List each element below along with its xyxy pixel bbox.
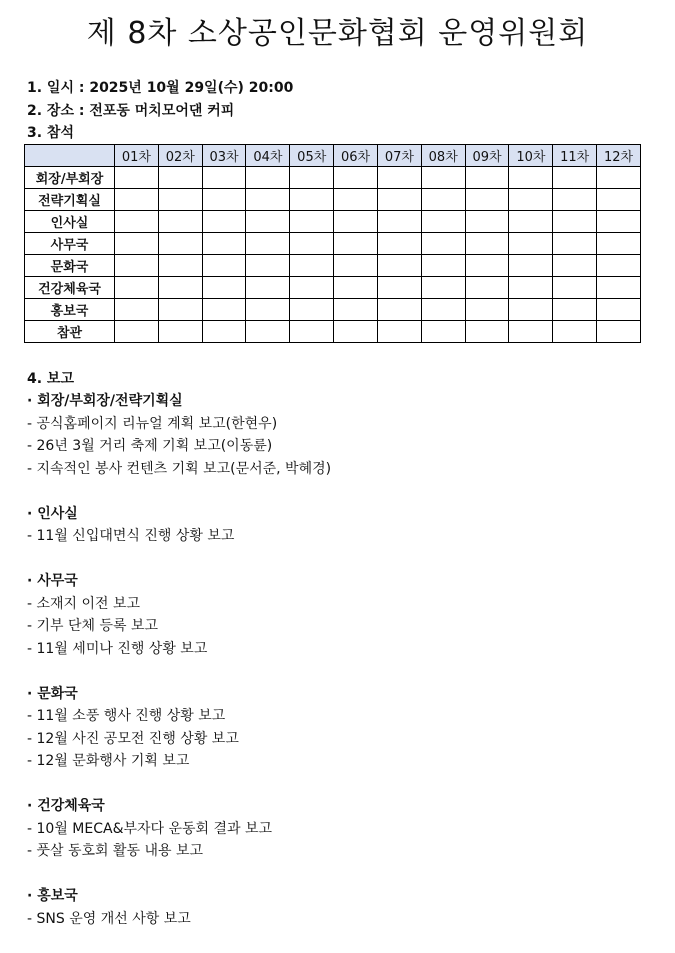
attendance-cell xyxy=(158,277,202,299)
attendance-corner-cell xyxy=(25,145,115,167)
attendance-column-header: 02차 xyxy=(158,145,202,167)
attendance-cell xyxy=(421,255,465,277)
attendance-cell xyxy=(158,299,202,321)
attendance-cell xyxy=(465,321,509,343)
attendance-cell xyxy=(421,233,465,255)
report-item: - 11월 소풍 행사 진행 상황 보고 xyxy=(27,708,226,724)
attendance-cell xyxy=(377,255,421,277)
attendance-cell xyxy=(553,167,597,189)
attendance-cell xyxy=(202,299,246,321)
attendance-cell xyxy=(246,299,290,321)
attendance-cell xyxy=(597,299,641,321)
attendance-cell xyxy=(334,167,378,189)
attendance-cell xyxy=(290,299,334,321)
attendance-cell xyxy=(597,167,641,189)
attendance-cell xyxy=(115,255,159,277)
attendance-cell xyxy=(334,233,378,255)
attendance-cell xyxy=(290,167,334,189)
attendance-cell xyxy=(597,277,641,299)
report-group xyxy=(27,503,647,548)
report-group xyxy=(27,570,647,660)
attendance-cell xyxy=(509,299,553,321)
attendance-cell xyxy=(509,277,553,299)
report-group xyxy=(27,390,647,480)
attendance-header-row xyxy=(25,145,641,167)
attendance-cell xyxy=(334,321,378,343)
attendance-cell xyxy=(115,167,159,189)
attendance-cell xyxy=(377,299,421,321)
attendance-cell xyxy=(246,233,290,255)
attendance-cell xyxy=(115,321,159,343)
page-title: 제 8차 소상공인문화협회 운영위원회 xyxy=(86,16,589,51)
attendance-cell xyxy=(202,277,246,299)
attendance-row-label: 참관 xyxy=(25,321,115,343)
attendance-table xyxy=(24,144,641,343)
report-item: - SNS 운영 개선 사항 보고 xyxy=(27,910,191,927)
attendance-cell xyxy=(509,233,553,255)
attendance-cell xyxy=(290,189,334,211)
report-item: - 11월 세미나 진행 상황 보고 xyxy=(27,640,208,657)
attendance-cell xyxy=(377,189,421,211)
attendance-row xyxy=(25,211,641,233)
attendance-cell xyxy=(158,189,202,211)
attendance-cell xyxy=(421,321,465,343)
attendance-cell xyxy=(158,321,202,343)
attendance-column-header: 04차 xyxy=(246,145,290,167)
report-list xyxy=(27,390,647,953)
attendance-row-label: 사무국 xyxy=(25,233,115,255)
attendance-cell xyxy=(597,233,641,255)
report-group xyxy=(27,683,647,773)
attendance-cell xyxy=(509,255,553,277)
attendance-row xyxy=(25,321,641,343)
attendance-cell xyxy=(246,211,290,233)
attendance-cell xyxy=(421,189,465,211)
attendance-cell xyxy=(597,255,641,277)
attendance-cell xyxy=(202,189,246,211)
attendance-cell xyxy=(421,167,465,189)
report-item: - 26년 3월 거리 축제 기획 보고(이동륜) xyxy=(27,438,273,454)
attendance-row-label: 건강체육국 xyxy=(25,277,115,299)
attendance-row xyxy=(25,189,641,211)
attendance-cell xyxy=(421,211,465,233)
meeting-date: 1. 일시 : 2025년 10월 29일(수) 20:00 xyxy=(27,80,294,96)
attendance-row xyxy=(25,255,641,277)
report-item: - 기부 단체 등록 보고 xyxy=(27,618,159,634)
attendance-cell xyxy=(334,255,378,277)
attendance-cell xyxy=(421,299,465,321)
attendance-cell xyxy=(246,167,290,189)
attendance-cell xyxy=(377,233,421,255)
report-group-title: · 인사실 xyxy=(27,505,78,522)
attendance-cell xyxy=(465,255,509,277)
attendance-row xyxy=(25,277,641,299)
attendance-cell xyxy=(509,189,553,211)
attendance-cell xyxy=(553,321,597,343)
attendance-column-header: 09차 xyxy=(465,145,509,167)
attendance-cell xyxy=(553,277,597,299)
attendance-cell xyxy=(553,211,597,233)
report-group-title: · 회장/부회장/전략기획실 xyxy=(27,393,183,409)
attendance-cell xyxy=(115,211,159,233)
report-item: - 지속적인 봉사 컨텐츠 기획 보고(문서준, 박혜경) xyxy=(27,460,332,477)
report-item: - 10월 MECA&부자다 운동회 결과 보고 xyxy=(27,820,273,837)
report-group-title: · 사무국 xyxy=(27,573,78,589)
attendance-cell xyxy=(158,255,202,277)
attendance-cell xyxy=(158,211,202,233)
attendance-row-label: 전략기획실 xyxy=(25,189,115,211)
attendance-cell xyxy=(290,211,334,233)
attendance-cell xyxy=(597,211,641,233)
attendance-column-header: 10차 xyxy=(509,145,553,167)
attendance-cell xyxy=(158,167,202,189)
attendance-cell xyxy=(202,167,246,189)
attendance-cell xyxy=(290,233,334,255)
attendance-cell xyxy=(334,211,378,233)
meeting-place: 2. 장소 : 전포동 머치모어댄 커피 xyxy=(27,103,235,119)
attendance-cell xyxy=(246,189,290,211)
attendance-cell xyxy=(597,321,641,343)
attendance-row xyxy=(25,233,641,255)
attendance-cell xyxy=(509,321,553,343)
attendance-cell xyxy=(465,167,509,189)
report-group-title: · 홍보국 xyxy=(27,888,78,904)
report-item: - 소재지 이전 보고 xyxy=(27,595,141,612)
attendance-column-header: 11차 xyxy=(553,145,597,167)
attendance-cell xyxy=(290,277,334,299)
attendance-cell xyxy=(465,299,509,321)
attendance-row xyxy=(25,167,641,189)
attendance-cell xyxy=(334,277,378,299)
attendance-cell xyxy=(202,211,246,233)
attendance-cell xyxy=(509,211,553,233)
attendance-cell xyxy=(553,189,597,211)
attendance-column-header: 08차 xyxy=(421,145,465,167)
report-section-title: 4. 보고 xyxy=(27,371,74,387)
attendance-column-header: 01차 xyxy=(115,145,159,167)
attendance-cell xyxy=(115,189,159,211)
attendance-cell xyxy=(377,167,421,189)
attendance-row-label: 홍보국 xyxy=(25,299,115,321)
report-item: - 12월 문화행사 기획 보고 xyxy=(27,753,190,769)
attendance-cell xyxy=(202,233,246,255)
attendance-cell xyxy=(290,255,334,277)
attendance-row xyxy=(25,299,641,321)
attendance-cell xyxy=(553,299,597,321)
attendance-cell xyxy=(246,277,290,299)
attendance-cell xyxy=(202,255,246,277)
report-item: - 12월 사진 공모전 진행 상황 보고 xyxy=(27,730,239,747)
report-group-title: · 문화국 xyxy=(27,685,78,702)
attendance-cell xyxy=(465,233,509,255)
attendance-row-label: 문화국 xyxy=(25,255,115,277)
attendance-cell xyxy=(246,255,290,277)
attendance-column-header: 07차 xyxy=(377,145,421,167)
attendance-cell xyxy=(465,277,509,299)
report-group xyxy=(27,795,647,863)
attendance-cell xyxy=(115,233,159,255)
attendance-cell xyxy=(465,189,509,211)
attendance-cell xyxy=(115,277,159,299)
report-item: - 풋살 동호회 활동 내용 보고 xyxy=(27,843,204,859)
attendance-cell xyxy=(465,211,509,233)
attendance-row-label: 회장/부회장 xyxy=(25,167,115,189)
attendance-row-label: 인사실 xyxy=(25,211,115,233)
attendance-column-header: 12차 xyxy=(597,145,641,167)
report-item: - 공식홈페이지 리뉴얼 계획 보고(한현우) xyxy=(27,415,278,432)
attendance-cell xyxy=(421,277,465,299)
attendance-cell xyxy=(377,321,421,343)
attendance-cell xyxy=(246,321,290,343)
attendance-cell xyxy=(597,189,641,211)
attendance-cell xyxy=(202,321,246,343)
attendance-cell xyxy=(334,189,378,211)
attendance-cell xyxy=(334,299,378,321)
attendance-label: 3. 참석 xyxy=(27,125,74,141)
attendance-column-header: 06차 xyxy=(334,145,378,167)
attendance-column-header: 05차 xyxy=(290,145,334,167)
attendance-cell xyxy=(115,299,159,321)
attendance-cell xyxy=(290,321,334,343)
report-group-title: · 건강체육국 xyxy=(27,798,105,814)
attendance-cell xyxy=(377,211,421,233)
attendance-cell xyxy=(377,277,421,299)
report-group xyxy=(27,885,647,930)
attendance-column-header: 03차 xyxy=(202,145,246,167)
attendance-cell xyxy=(553,233,597,255)
attendance-cell xyxy=(158,233,202,255)
attendance-cell xyxy=(509,167,553,189)
report-item: - 11월 신입대면식 진행 상황 보고 xyxy=(27,528,235,544)
attendance-cell xyxy=(553,255,597,277)
